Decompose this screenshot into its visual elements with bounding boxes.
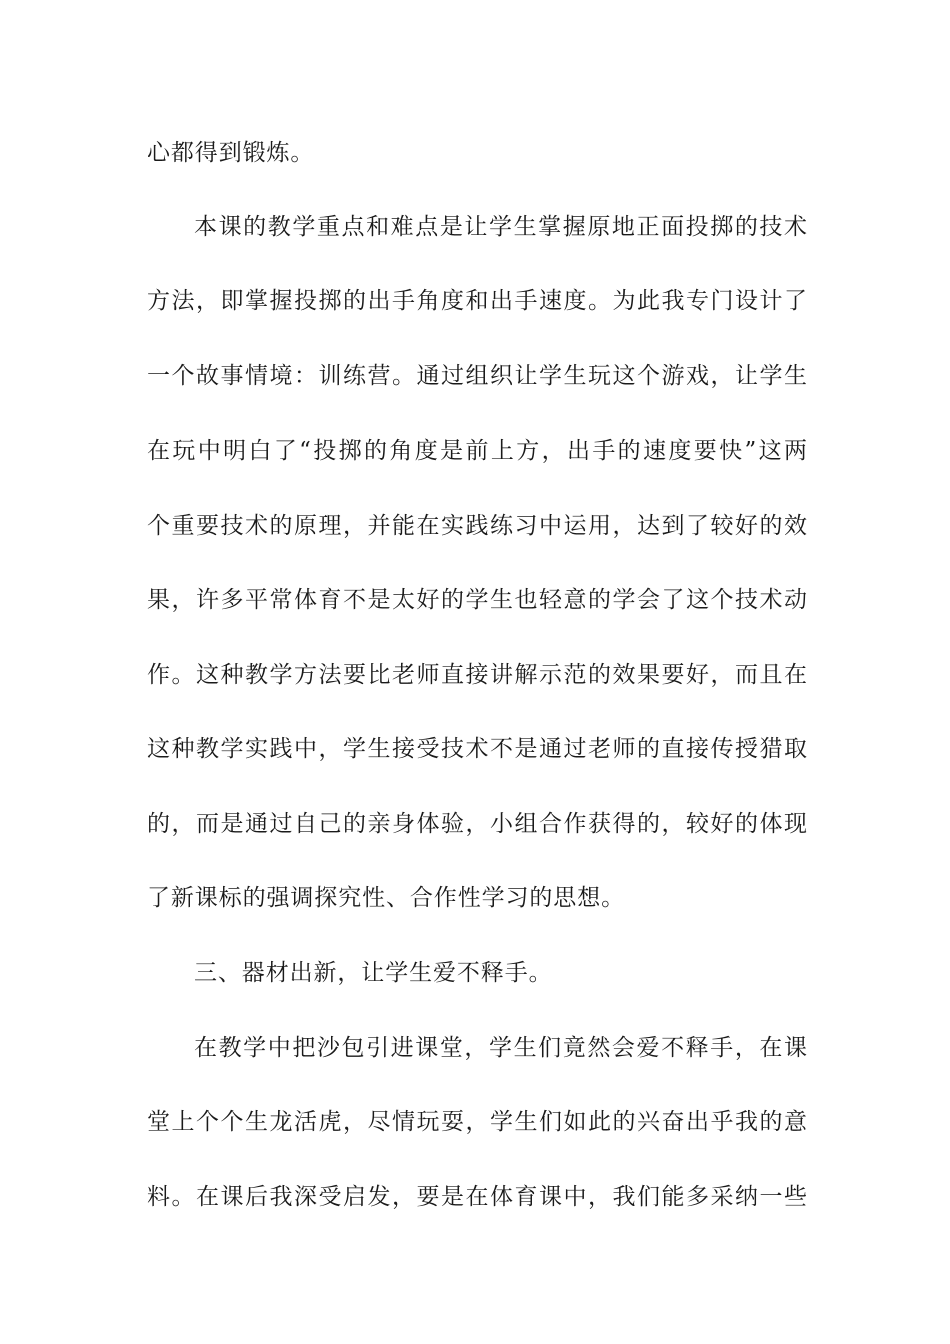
text-line: 方法，即掌握投掷的出手角度和出手速度。为此我专门设计了 xyxy=(147,288,807,314)
text-line: 堂上个个生龙活虎，尽情玩耍，学生们如此的兴奋出乎我的意 xyxy=(147,1109,807,1135)
text-line: 这种教学实践中，学生接受技术不是通过老师的直接传授猎取 xyxy=(147,736,807,762)
section-heading: 三、器材出新，让学生爱不释手。 xyxy=(194,960,553,986)
text-line: 的，而是通过自己的亲身体验，小组合作获得的，较好的体现 xyxy=(147,811,807,837)
text-line: 一个故事情境：训练营。通过组织让学生玩这个游戏，让学生 xyxy=(147,363,807,389)
text-line: 本课的教学重点和难点是让学生掌握原地正面投掷的技术 xyxy=(194,214,807,240)
text-line: 个重要技术的原理，并能在实践练习中运用，达到了较好的效 xyxy=(147,513,807,539)
text-line: 作。这种教学方法要比老师直接讲解示范的效果要好，而且在 xyxy=(147,662,807,688)
text-line: 了新课标的强调探究性、合作性学习的思想。 xyxy=(147,885,625,911)
text-line: 在教学中把沙包引进课堂，学生们竟然会爱不释手，在课 xyxy=(194,1035,807,1061)
text-line: 果，许多平常体育不是太好的学生也轻意的学会了这个技术动 xyxy=(147,587,807,613)
text-line: 在玩中明白了“投掷的角度是前上方，出手的速度要快”这两 xyxy=(147,438,807,464)
text-line: 料。在课后我深受启发，要是在体育课中，我们能多采纳一些 xyxy=(147,1184,807,1210)
text-line: 心都得到锻炼。 xyxy=(147,140,315,166)
